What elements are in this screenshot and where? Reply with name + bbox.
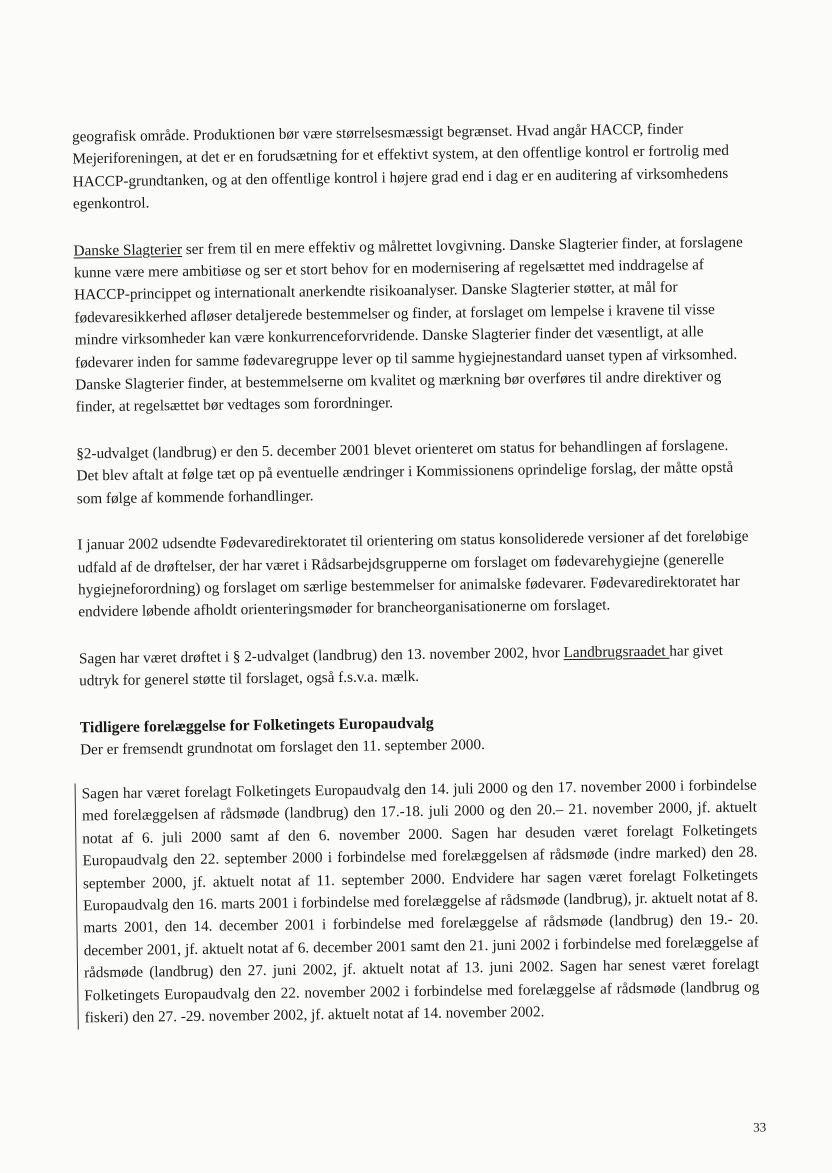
paragraph-text: har givet udtryk for generel støtte til forslaget, også f.s.v.a. mælk. — [79, 641, 724, 690]
paragraph-mejeriforeningen: geografisk område. Produktionen bør være størrelsesmæssigt begrænset. Hvad angår HACCP, finder Mejeriforeningen, at det er en forudsætning for et effektivt system, at den offentlige kontrol er fortrolig med HACCP-grundtanken, og at den offentlige kontrol i højere grad end i dag er en auditering af virksomhedens egenkontrol. — [72, 120, 729, 213]
document-body — [72, 118, 760, 1030]
underlined-organisation-name: Danske Slagterier — [73, 240, 183, 260]
paragraph-text: ser frem til en mere effektiv og målrettet lovgivning. Danske Slagterier finder, at forslagene kunne være mere ambitiøse og ser et stort behov for en modernisering af regelsættet med inddragelse af HACCP-princippet og internationalt anerkendte risikoanalyser. Danske Slagterier støtter, at mål for fødevaresikkerhed afløser detaljerede bestemmelser og finder, at forslaget om lempelse i kravene til visse mindre virksomheder kan være konkurrenceforvridende. Danske Slagterier finder det væsentligt, at alle fødevarer inden for samme fødevaregruppe lever op til samme hygiejnestandard uanset typen af virksomhed. Danske Slagterier finder, at bestemmelserne om kvalitet og mærkning bør overføres til andre direktiver og finder, at regelsættet bør vedtages som forordninger. — [73, 233, 743, 416]
paragraph-text: Sagen har været drøftet i § 2-udvalget (landbrug) den 13. november 2002, hvor — [78, 643, 564, 668]
paragraph-landbrugsraadet — [79, 639, 756, 693]
paragraph-danske-slagterier — [73, 231, 751, 419]
page-number: 33 — [753, 1119, 767, 1135]
paragraph-2-udvalget: §2-udvalget (landbrug) er den 5. december 2001 blevet orienteret om status for behandlingen af forslagene. Det blev aftalt at følge tæt op på eventuelle ændringer i Kommissionens oprindelige forslag, der måtte opstå som følge af kommende forhandlinger. — [76, 436, 734, 508]
paragraph-foedevaredirektoratet: I januar 2002 udsendte Fødevaredirektoratet til orientering om status konsoliderede versioner af det foreløbige udfald af de drøftelser, der har været i Rådsarbejdsgrupperne om forslaget om fødevarehygiejne (generelle hygiejneforordning) og forslaget om særlige bestemmelser for animalske fødevarer. Fødevaredirektoratet har endvidere løbende afholdt orienteringsmøder for brancheorganisationerne om forslaget. — [77, 527, 749, 621]
grundnotat-line: Der er fremsendt grundnotat om forslaget den 11. september 2000. — [80, 735, 485, 758]
change-marked-paragraph: Sagen har været forelagt Folketingets Europaudvalg den 14. juli 2000 og den 17. november 2000 i forbindelse med forelæggelsen af rådsmøde (landbrug) den 17.-18. juli 2000 og den 20.– 21. november 2000, jf. aktuelt notat af 6. juli 2000 samt af den 6. november 2000. Sagen har desuden været forelagt Folketingets Europaudvalg den 22. september 2000 i forbindelse med forelæggelsen af rådsmøde (indre marked) den 28. september 2000, jf. aktuelt notat af 11. september 2000. Endvidere har sagen været forelagt Folketingets Europaudvalg den 16. marts 2001 i forbindelse med forelæggelse af rådsmøde (landbrug), jr. aktuelt notat af 8. marts 2001, den 14. december 2001 i forbindelse med forelæggelse af rådsmøde (landbrug) den 19.- 20. december 2001, jf. aktuelt notat af 6. december 2001 samt den 21. juni 2002 i forbindelse med forelæggelse af rådsmøde (landbrug) den 27. juni 2002, jf. aktuelt notat af 13. juni 2002. Sagen har senest været forelagt Folketingets Europaudvalg den 22. november 2002 i forbindelse med forelæggelse af rådsmøde (landbrug og fiskeri) den 27. -29. november 2002, jf. aktuelt notat af 14. november 2002. — [75, 774, 760, 1029]
underlined-organisation-name: Landbrugsraadet — [563, 642, 670, 661]
section-heading: Tidligere forelæggelse for Folketingets Europaudvalg — [79, 714, 434, 736]
